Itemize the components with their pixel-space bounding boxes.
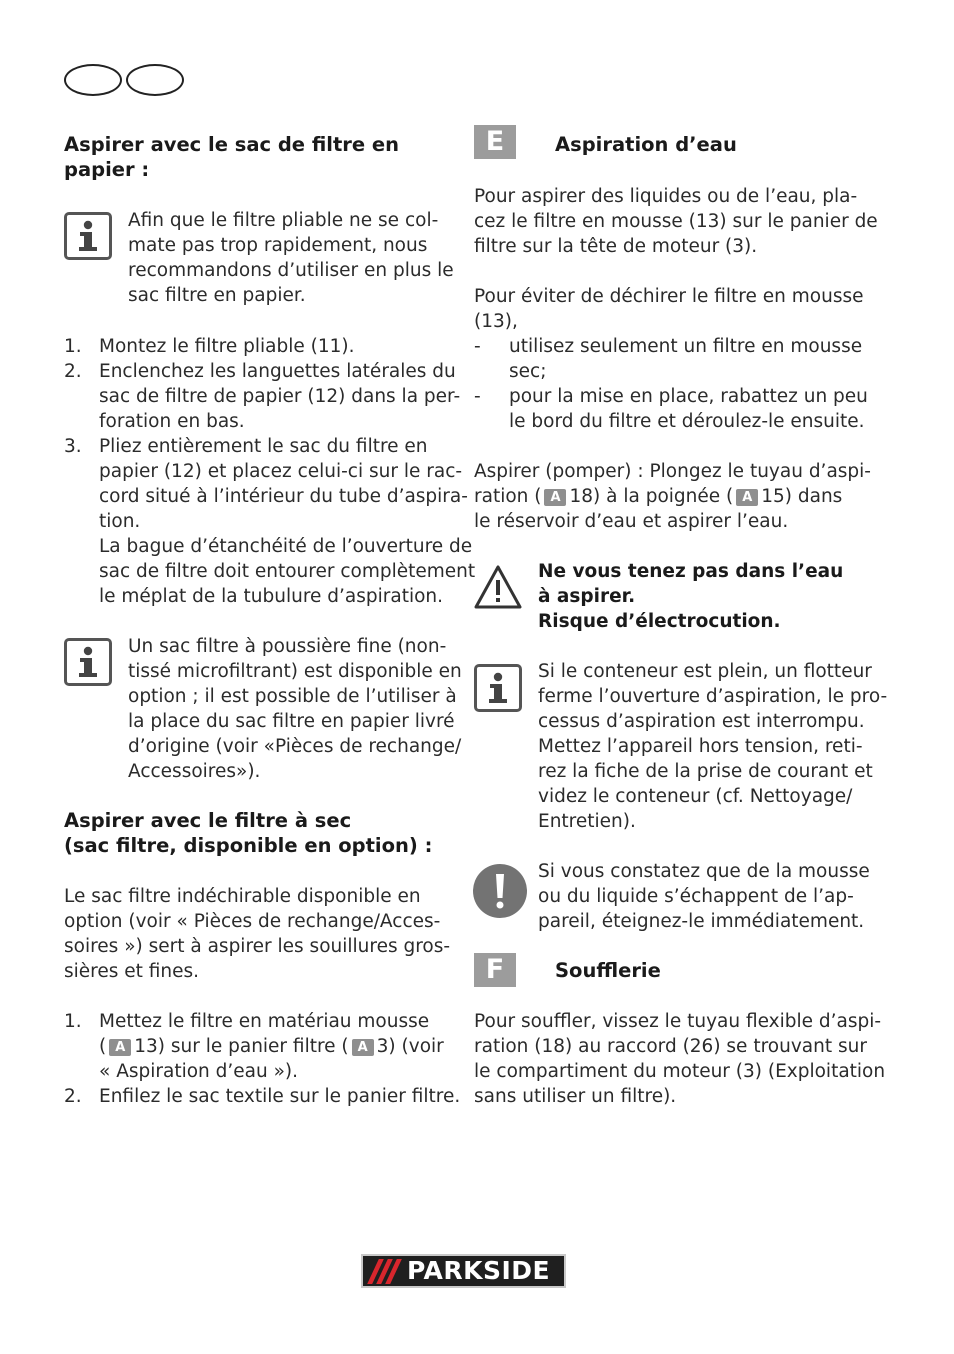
info-icon xyxy=(64,638,112,686)
list-item: sac de filtre de papier (12) dans la per- xyxy=(99,386,461,407)
info-text-1: recommandons d’utiliser en plus le xyxy=(128,260,454,281)
info-text-2: tissé microfiltrant) est disponible en xyxy=(128,661,462,682)
section-e-title: Aspiration d’eau xyxy=(555,133,737,156)
list-item: « Aspiration d’eau »). xyxy=(99,1061,299,1082)
warning-text: à aspirer. xyxy=(538,586,636,607)
list-number: 1. xyxy=(64,1011,82,1032)
warning-text: Risque d’électrocution. xyxy=(538,611,781,632)
figure-a-tag: A xyxy=(544,489,566,506)
figure-a-tag: A xyxy=(736,489,758,506)
info-text-2: Accessoires»). xyxy=(128,761,261,782)
dash-bullet: - xyxy=(474,386,481,407)
paragraph: soires ») sert à aspirer les souillures gros- xyxy=(64,936,451,957)
heading-dry-filter-1: Aspirer avec le filtre à sec xyxy=(64,809,352,832)
info-text-3: ferme l’ouverture d’aspiration, le pro- xyxy=(538,686,888,707)
paragraph: option (voir « Pièces de rechange/Acces- xyxy=(64,911,441,932)
dash-item: le bord du filtre et déroulez-le ensuite. xyxy=(509,411,865,432)
figure-a-tag: A xyxy=(109,1039,131,1056)
paragraph: cez le filtre en mousse (13) sur le panier de xyxy=(474,211,878,232)
section-f-badge: F xyxy=(474,953,516,987)
logo-text: PARKSIDE xyxy=(407,1256,551,1285)
section-f-title: Soufflerie xyxy=(555,959,661,982)
text-fragment: 15) dans xyxy=(761,486,843,507)
list-number: 2. xyxy=(64,361,82,382)
list-item: sac de filtre doit entourer complètement xyxy=(99,561,476,582)
heading-dry-filter-2: (sac filtre, disponible en option) : xyxy=(64,834,433,857)
info-text-3: videz le conteneur (cf. Nettoyage/ xyxy=(538,786,853,807)
heading-paper-filter-2: papier : xyxy=(64,158,150,181)
text-fragment: 13) sur le panier filtre ( xyxy=(134,1036,349,1057)
paragraph: sans utiliser un filtre). xyxy=(474,1086,677,1107)
exclamation-icon xyxy=(473,864,527,918)
paragraph: le compartiment du moteur (3) (Exploitation xyxy=(474,1061,886,1082)
language-oval-2 xyxy=(126,64,184,96)
notice-text: pareil, éteignez-le immédiatement. xyxy=(538,911,865,932)
info-text-3: Entretien). xyxy=(538,811,636,832)
info-text-3: cessus d’aspiration est interrompu. xyxy=(538,711,865,732)
list-number: 1. xyxy=(64,336,82,357)
info-text-2: option ; il est possible de l’utiliser à xyxy=(128,686,457,707)
list-item: Mettez le filtre en matériau mousse xyxy=(99,1011,430,1032)
list-item: tion. xyxy=(99,511,141,532)
paragraph: Pour souffler, vissez le tuyau flexible d’aspi- xyxy=(474,1011,882,1032)
dash-item: pour la mise en place, rabattez un peu xyxy=(509,386,868,407)
warning-text: Ne vous tenez pas dans l’eau xyxy=(538,561,844,582)
info-icon xyxy=(64,212,112,260)
list-number: 3. xyxy=(64,436,82,457)
language-oval-1 xyxy=(64,64,122,96)
info-text-2: d’origine (voir «Pièces de rechange/ xyxy=(128,736,462,757)
info-text-2: Un sac filtre à poussière fine (non- xyxy=(128,636,447,657)
paragraph: le réservoir d’eau et aspirer l’eau. xyxy=(474,511,789,532)
list-item: La bague d’étanchéité de l’ouverture de xyxy=(99,536,473,557)
paragraph xyxy=(474,484,842,509)
notice-text: Si vous constatez que de la mousse xyxy=(538,861,870,882)
list-item xyxy=(99,1034,444,1059)
list-item: foration en bas. xyxy=(99,411,245,432)
info-text-3: rez la fiche de la prise de courant et xyxy=(538,761,873,782)
info-text-1: sac filtre en papier. xyxy=(128,285,306,306)
list-number: 2. xyxy=(64,1086,82,1107)
dash-bullet: - xyxy=(474,336,481,357)
list-item: Enclenchez les languettes latérales du xyxy=(99,361,456,382)
info-icon xyxy=(474,664,522,712)
dash-item: sec; xyxy=(509,361,547,382)
text-fragment: 3) (voir xyxy=(376,1036,444,1057)
paragraph: ration (18) au raccord (26) se trouvant sur xyxy=(474,1036,867,1057)
paragraph: Aspirer (pomper) : Plongez le tuyau d’aspi- xyxy=(474,461,871,482)
info-text-3: Si le conteneur est plein, un flotteur xyxy=(538,661,872,682)
text-fragment: 18) à la poignée ( xyxy=(569,486,734,507)
list-item: papier (12) et placez celui-ci sur le rac- xyxy=(99,461,463,482)
list-item: Montez le filtre pliable (11). xyxy=(99,336,355,357)
text-fragment: ration ( xyxy=(474,486,542,507)
warning-icon xyxy=(473,564,523,615)
list-item: le méplat de la tubulure d’aspiration. xyxy=(99,586,444,607)
notice-text: ou du liquide s’échappent de l’ap- xyxy=(538,886,854,907)
text-fragment: ( xyxy=(99,1036,107,1057)
paragraph: filtre sur la tête de moteur (3). xyxy=(474,236,758,257)
list-item: Pliez entièrement le sac du filtre en xyxy=(99,436,428,457)
paragraph: Pour aspirer des liquides ou de l’eau, pla- xyxy=(474,186,858,207)
paragraph: Pour éviter de déchirer le filtre en mousse xyxy=(474,286,864,307)
paragraph: (13), xyxy=(474,311,518,332)
section-e-badge: E xyxy=(474,125,516,159)
list-item: Enfilez le sac textile sur le panier filtre. xyxy=(99,1086,461,1107)
info-text-2: la place du sac filtre en papier livré xyxy=(128,711,455,732)
info-text-1: Afin que le filtre pliable ne se col- xyxy=(128,210,439,231)
heading-paper-filter-1: Aspirer avec le sac de filtre en xyxy=(64,133,400,156)
info-text-1: mate pas trop rapidement, nous xyxy=(128,235,428,256)
paragraph: sières et fines. xyxy=(64,961,200,982)
parkside-logo xyxy=(361,1254,566,1288)
info-text-3: Mettez l’appareil hors tension, reti- xyxy=(538,736,863,757)
list-item: cord situé à l’intérieur du tube d’aspira- xyxy=(99,486,468,507)
dash-item: utilisez seulement un filtre en mousse xyxy=(509,336,863,357)
paragraph: Le sac filtre indéchirable disponible en xyxy=(64,886,421,907)
figure-a-tag: A xyxy=(352,1039,374,1056)
